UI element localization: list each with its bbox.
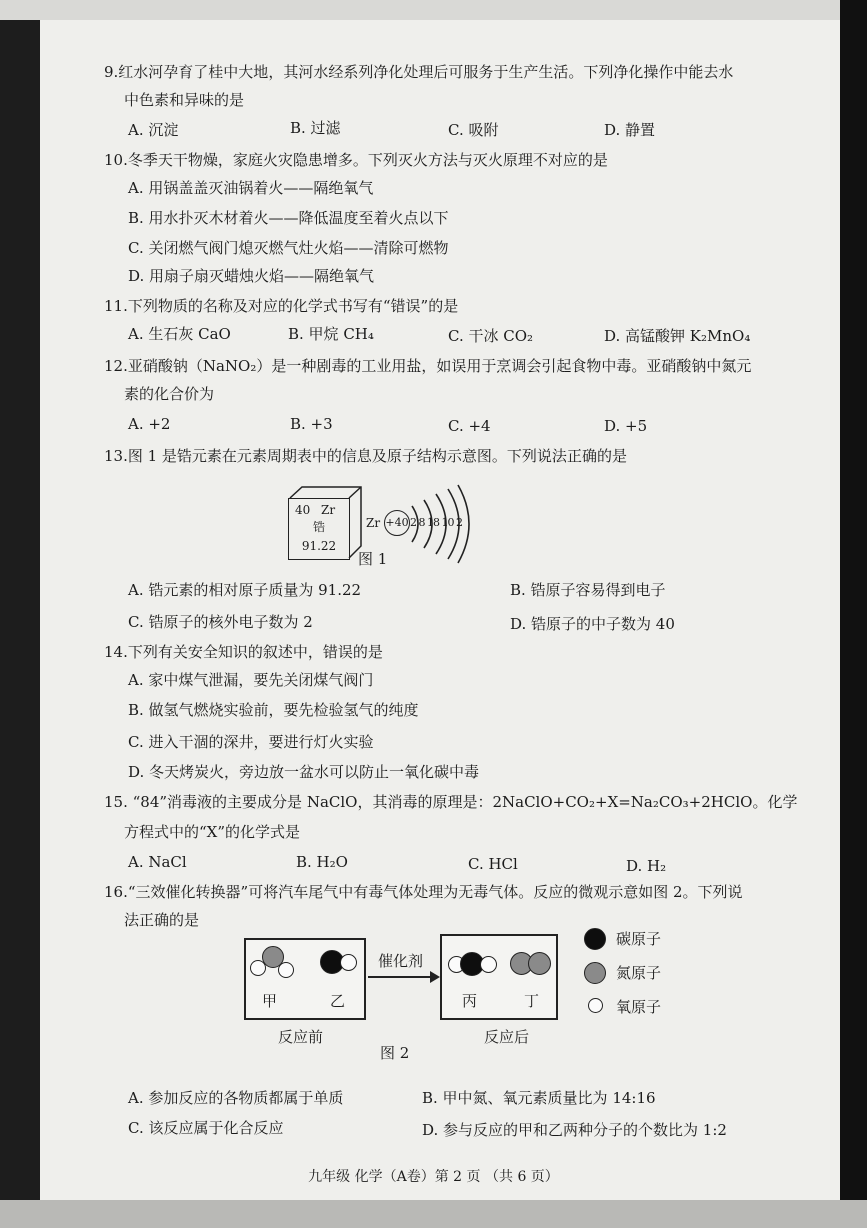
page-bottom-edge: [0, 1200, 867, 1228]
jia-oxygen-atom-2: [278, 962, 294, 978]
q11-option-c: C. 干冰 CO₂: [448, 327, 534, 345]
after-reaction-label: 反应后: [484, 1028, 530, 1046]
q10-option-d: D. 用扇子扇灭蜡烛火焰——隔绝氧气: [128, 267, 375, 285]
ding-nitrogen-atom-2: [528, 952, 551, 975]
q16-stem-line2: 法正确的是: [124, 911, 200, 929]
q13-option-a: A. 锆元素的相对原子质量为 91.22: [128, 581, 362, 599]
legend-carbon-marker: [584, 928, 606, 950]
q14-option-a: A. 家中煤气泄漏，要先关闭煤气阀门: [128, 671, 374, 689]
legend-oxygen-label: 氧原子: [616, 998, 662, 1016]
q13-option-d: D. 锆原子的中子数为 40: [510, 615, 675, 633]
q15-option-d: D. H₂: [626, 857, 667, 875]
q9-option-d: D. 静置: [604, 121, 656, 139]
q9-option-a: A. 沉淀: [128, 121, 179, 139]
jia-oxygen-atom-1: [250, 960, 266, 976]
legend-nitrogen-marker: [584, 962, 606, 984]
q16-option-a: A. 参加反应的各物质都属于单质: [128, 1089, 344, 1107]
q13-option-c: C. 锆原子的核外电子数为 2: [128, 613, 313, 631]
label-ding: 丁: [524, 992, 540, 1010]
reaction-arrow: [368, 970, 440, 984]
q16-option-b: B. 甲中氮、氧元素质量比为 14:16: [422, 1089, 656, 1107]
q12-option-c: C. +4: [448, 417, 491, 435]
legend-oxygen-marker: [588, 998, 603, 1013]
q14-option-b: B. 做氢气燃烧实验前，要先检验氢气的纯度: [128, 701, 419, 719]
q9-stem-line2: 中色素和异味的是: [124, 91, 245, 109]
q15-stem-line2: 方程式中的“X”的化学式是: [124, 823, 301, 841]
bing-oxygen-atom-2: [480, 956, 497, 973]
q9-option-c: C. 吸附: [448, 121, 499, 139]
legend-carbon-label: 碳原子: [616, 930, 662, 948]
q16-option-c: C. 该反应属于化合反应: [128, 1119, 284, 1137]
q12-option-a: A. +2: [128, 415, 171, 433]
figure-1-caption: 图 1: [358, 550, 388, 568]
element-name: 锆: [312, 520, 325, 534]
q14-option-d: D. 冬天烤炭火，旁边放一盆水可以防止一氧化碳中毒: [128, 763, 480, 781]
before-reaction-label: 反应前: [278, 1028, 324, 1046]
page-footer: 九年级 化学（A卷）第 2 页 （共 6 页）: [308, 1169, 559, 1185]
element-symbol: Zr: [321, 503, 336, 517]
q15-option-c: C. HCl: [468, 855, 518, 873]
structure-symbol: Zr: [366, 516, 381, 530]
q13-stem: 13.图 1 是锆元素在元素周期表中的信息及原子结构示意图。下列说法正确的是: [104, 447, 627, 465]
q16-option-d: D. 参与反应的甲和乙两种分子的个数比为 1:2: [422, 1121, 727, 1139]
q14-stem: 14.下列有关安全知识的叙述中，错误的是: [104, 643, 383, 661]
q11-stem: 11.下列物质的名称及对应的化学式书写有“错误”的是: [104, 297, 459, 315]
q9-option-b: B. 过滤: [290, 119, 341, 137]
label-bing: 丙: [462, 992, 478, 1010]
q15-stem-line1: 15. “84”消毒液的主要成分是 NaClO，其消毒的原理是：2NaClO+CO₂+X=Na₂CO₃+2HClO。化学: [104, 793, 798, 811]
q12-option-d: D. +5: [604, 417, 648, 435]
q13-option-b: B. 锆原子容易得到电子: [510, 581, 666, 599]
q11-option-b: B. 甲烷 CH₄: [288, 325, 374, 343]
q12-stem-line2: 素的化合价为: [124, 385, 215, 403]
q11-option-d: D. 高锰酸钾 K₂MnO₄: [604, 327, 751, 345]
after-reaction-box: [440, 934, 558, 1020]
q15-option-b: B. H₂O: [296, 853, 348, 871]
electron-shell-counts: 2 8 18 10 2: [410, 516, 462, 529]
q12-stem-line1: 12.亚硝酸钠（NaNO₂）是一种剧毒的工业用盐，如误用于烹调会引起食物中毒。亚硝酸钠中氮元: [104, 357, 752, 375]
q10-stem: 10.冬季天干物燥，家庭火灾隐患增多。下列灭火方法与灭火原理不对应的是: [104, 151, 608, 169]
q10-option-b: B. 用水扑灭木材着火——降低温度至着火点以下: [128, 209, 449, 227]
q11-option-a: A. 生石灰 CaO: [128, 325, 231, 343]
q10-option-a: A. 用锅盖盖灭油锅着火——隔绝氧气: [128, 179, 374, 197]
q9-stem-line1: 9.红水河孕育了桂中大地，其河水经系列净化处理后可服务于生产生活。下列净化操作中能去水: [104, 63, 734, 81]
page-right-edge: [840, 0, 867, 1228]
page-top-edge: [0, 0, 867, 20]
label-jia: 甲: [262, 992, 278, 1010]
legend-nitrogen-label: 氮原子: [616, 964, 662, 982]
q10-option-c: C. 关闭燃气阀门熄灭燃气灶火焰——清除可燃物: [128, 239, 449, 257]
label-yi: 乙: [330, 992, 346, 1010]
element-cell-3d-edges: [288, 486, 364, 562]
yi-oxygen-atom: [340, 954, 357, 971]
element-number: 40: [295, 503, 311, 517]
q16-stem-line1: 16.“三效催化转换器”可将汽车尾气中有毒气体处理为无毒气体。反应的微观示意如图 2。下列说: [104, 883, 743, 901]
catalyst-label: 催化剂: [378, 952, 424, 970]
q12-option-b: B. +3: [290, 415, 333, 433]
q14-option-c: C. 进入干涸的深井，要进行灯火实验: [128, 733, 374, 751]
element-mass: 91.22: [301, 539, 337, 553]
nucleus-charge: +40: [385, 516, 409, 529]
figure-2-caption: 图 2: [380, 1044, 410, 1062]
q15-option-a: A. NaCl: [128, 853, 187, 871]
